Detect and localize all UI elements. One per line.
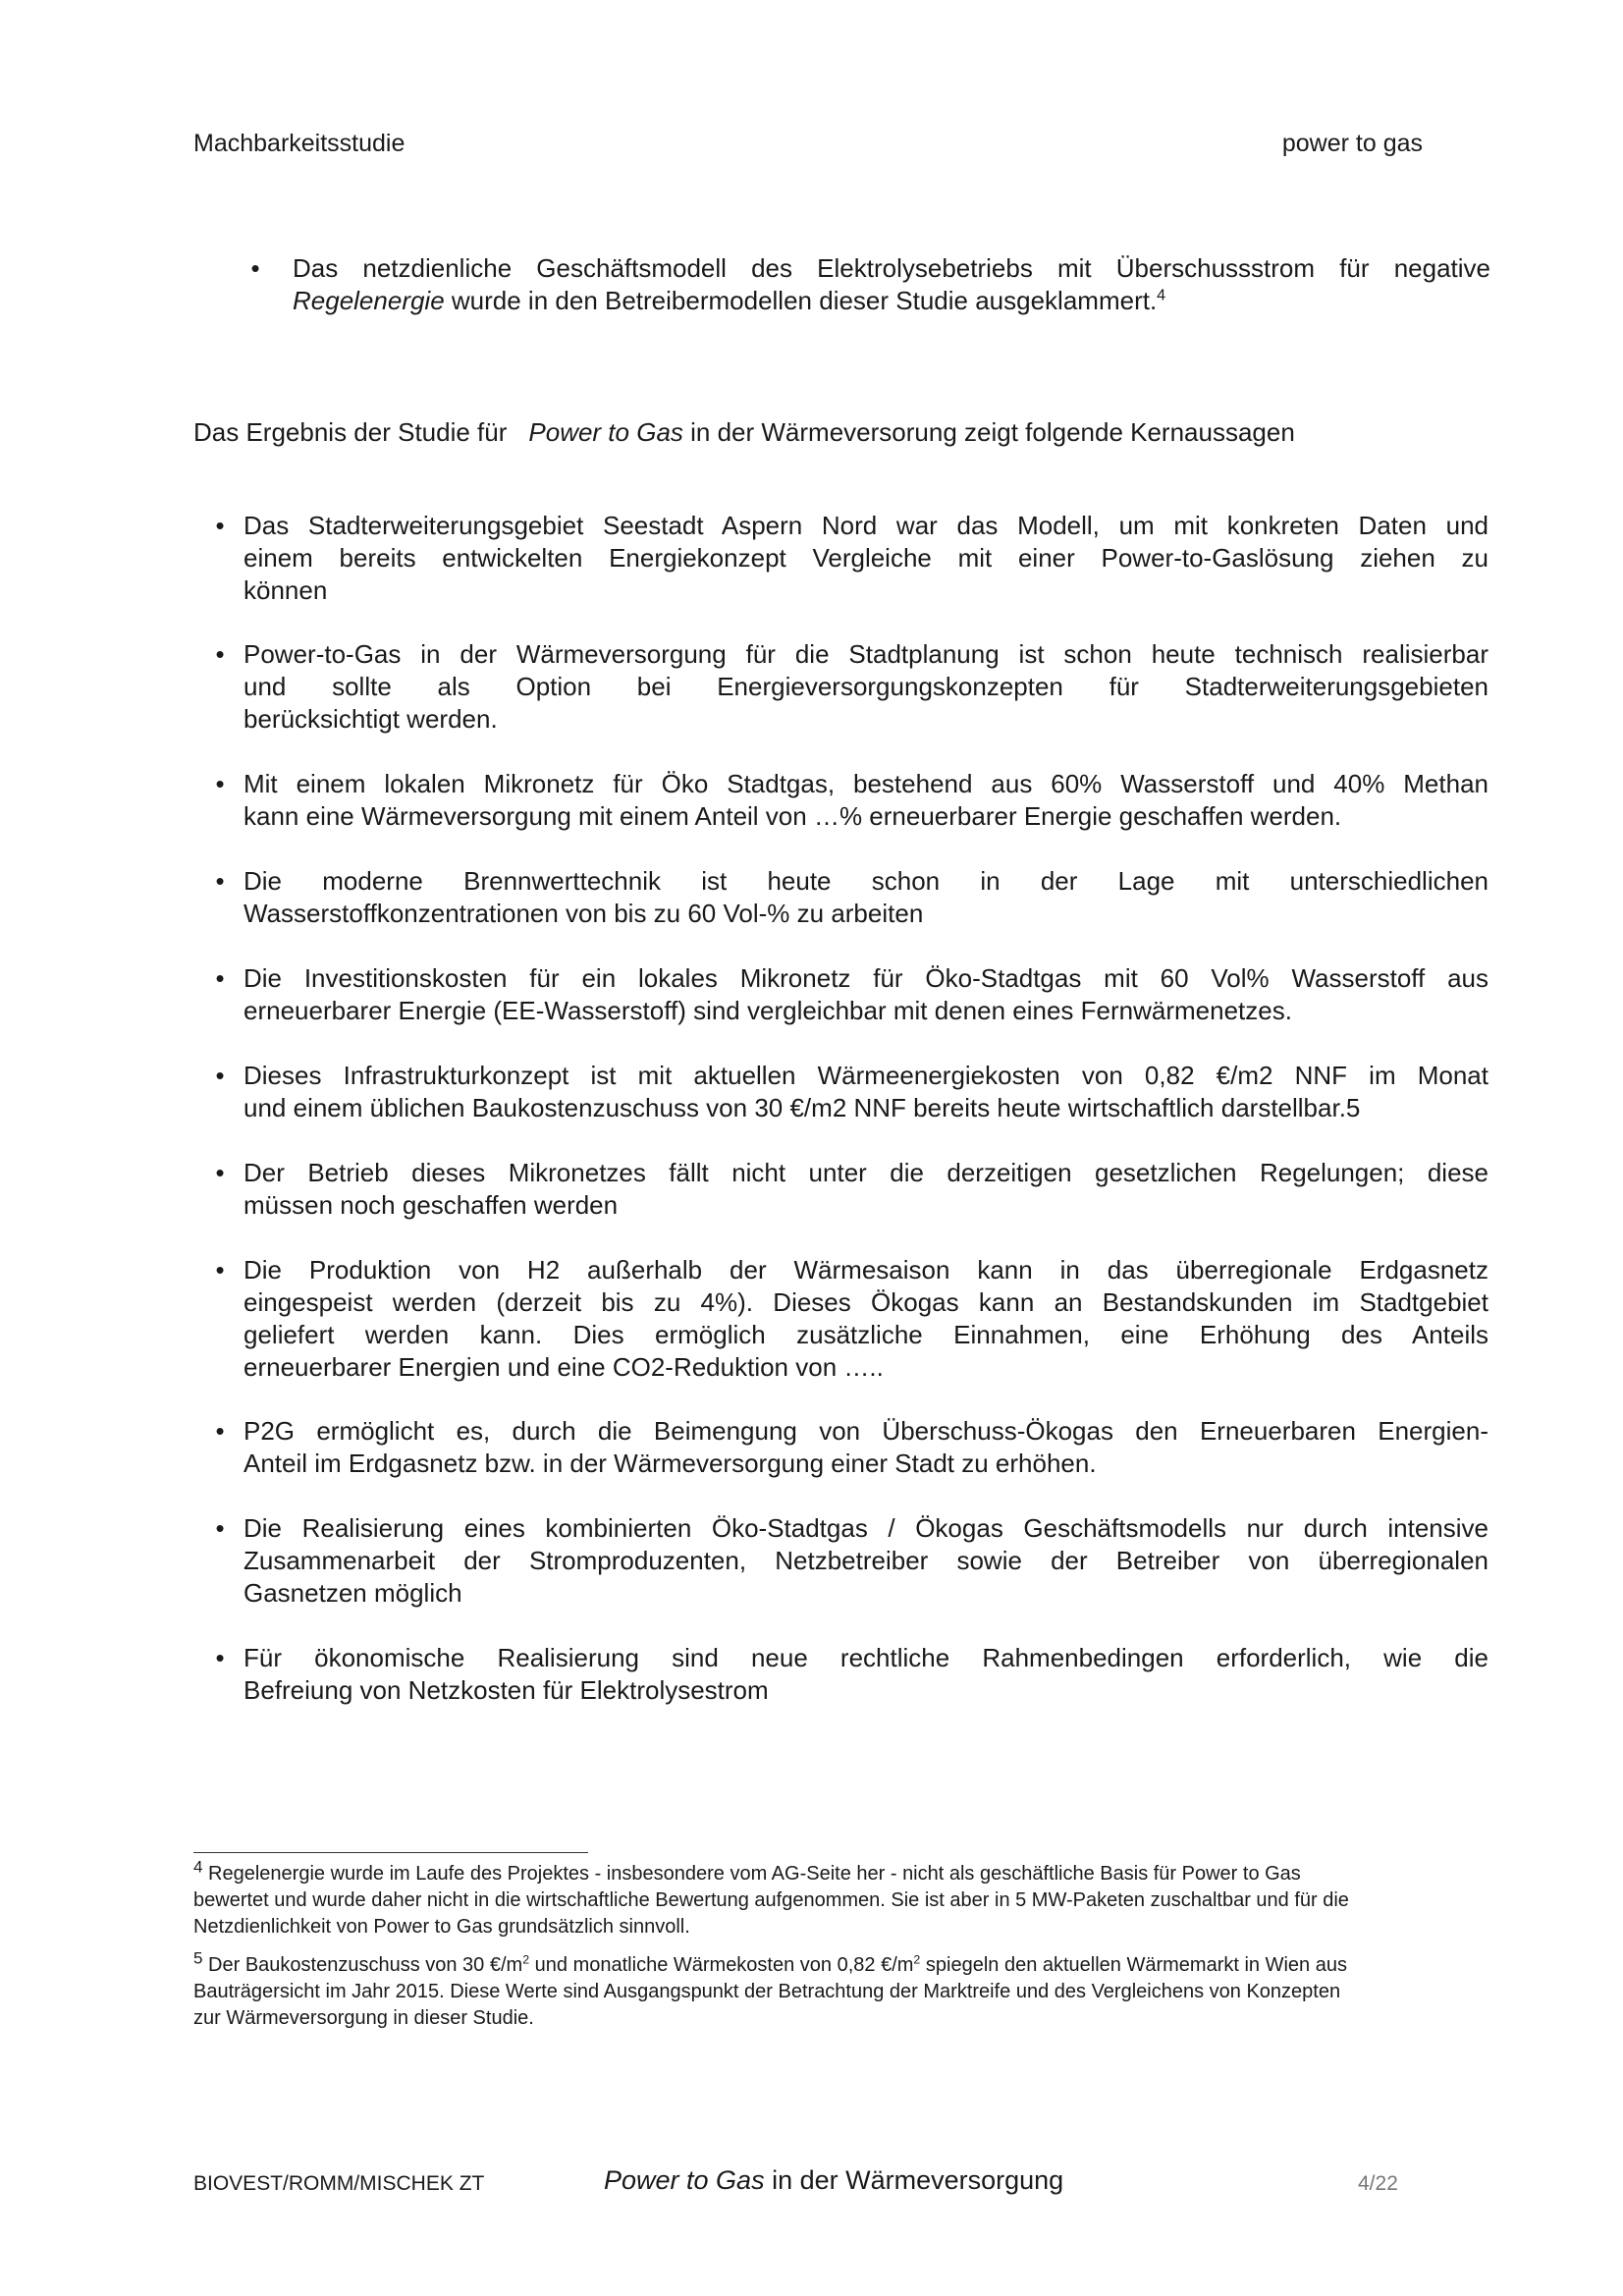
finding-line: Für ökonomische Realisierung sind neue rechtliche Rahmenbedingen erforderlich, wie die	[243, 1643, 1488, 1672]
finding-line: Dieses Infrastrukturkonzept ist mit aktuellen Wärmeenergiekosten von 0,82 €/m2 NNF im Monat	[243, 1061, 1488, 1090]
finding-line: Die Realisierung eines kombinierten Öko-Stadtgas / Ökogas Geschäftsmodells nur durch intensive	[243, 1513, 1488, 1543]
header-topic: power to gas	[1281, 130, 1423, 157]
finding-line: müssen noch geschaffen werden	[243, 1190, 619, 1220]
finding-line: erneuerbarer Energien und eine CO2-Reduktion von …..	[243, 1352, 884, 1382]
finding-line: Mit einem lokalen Mikronetz für Öko Stadtgas, bestehend aus 60% Wasserstoff und 40% Methan	[243, 769, 1488, 798]
finding-line: Der Betrieb dieses Mikronetzes fällt nicht unter die derzeitigen gesetzlichen Regelungen; diese	[243, 1158, 1488, 1187]
finding-line: Die Investitionskosten für ein lokales Mikronetz für Öko-Stadtgas mit 60 Vol% Wasserstoff aus	[243, 963, 1488, 993]
footer-title: Power to Gas in der Wärmeversorgung	[604, 2165, 1064, 2195]
lead-bullet-line: Das netzdienliche Geschäftsmodell des Elektrolysebetriebs mit Überschussstrom für negative	[293, 253, 1490, 283]
running-header	[193, 126, 1423, 165]
footnote-mark: 4	[193, 1857, 203, 1877]
finding-line: Befreiung von Netzkosten für Elektrolysestrom	[243, 1675, 769, 1705]
bullet-marker: •	[215, 866, 225, 896]
footnote-5: $^5$ Der Baukostenzuschuss von 30 $€/m^2$ und monatliche Wärmekosten von 0,82 $€/m^2$ spiegeln den aktuellen Wärmemarkt in Wien aus Bauträgersicht im Jahr 2015. Diese Werte sind Ausgangspunkt der Betrachtung der Marktreife und des Vergleichens von Konzepten zur Wärmeversorgung in dieser Studie.	[193, 1948, 1347, 2029]
bullet-marker: •	[215, 1513, 225, 1543]
finding-item	[215, 768, 1488, 833]
finding-line: und einem üblichen Baukostenzuschuss von 30 €/m2 NNF bereits heute wirtschaftlich darstellbar.5	[243, 1093, 1361, 1122]
bullet-marker: •	[215, 1158, 225, 1187]
finding-item	[215, 510, 1488, 607]
finding-line: und sollte als Option bei Energieversorgungskonzepten für Stadterweiterungsgebieten	[243, 672, 1488, 701]
finding-item	[215, 1157, 1488, 1222]
finding-line: geliefert werden kann. Dies ermöglich zusätzliche Einnahmen, eine Erhöhung des Anteils	[243, 1320, 1488, 1349]
finding-item	[215, 1254, 1488, 1384]
intro-sentence: Das Ergebnis der Studie für Power to Gas in der Wärmeversorung zeigt folgende Kernaussagen	[193, 417, 1295, 447]
finding-line: kann eine Wärmeversorgung mit einem Anteil von …% erneuerbarer Energie geschaffen werden.	[243, 801, 1342, 831]
finding-item	[215, 865, 1488, 930]
lead-bullet-line: Regelenergie wurde in den Betreibermodellen dieser Studie ausgeklammert.$^4$	[293, 286, 1166, 315]
finding-line: Wasserstoffkonzentrationen von bis zu 60 Vol-% zu arbeiten	[243, 899, 924, 928]
footnote-ref-4[interactable]: 4	[1157, 286, 1166, 304]
finding-item	[215, 1415, 1488, 1480]
finding-line: einem bereits entwickelten Energiekonzept Vergleiche mit einer Power-to-Gaslösung ziehen zu	[243, 543, 1488, 573]
lead-bullet	[250, 252, 1490, 317]
intro-emphasis: Power to Gas	[528, 417, 683, 447]
finding-line: Gasnetzen möglich	[243, 1578, 462, 1608]
finding-line: Zusammenarbeit der Stromproduzenten, Netzbetreiber sowie der Betreiber von überregionalen	[243, 1546, 1488, 1575]
footnote-separator	[193, 1852, 588, 1853]
bullet-marker: •	[215, 511, 225, 540]
bullet-marker: •	[215, 769, 225, 798]
bullet-marker: •	[215, 1255, 225, 1285]
bullet-marker: •	[215, 963, 225, 993]
page-number: 4/22	[1358, 2172, 1398, 2195]
finding-line: berücksichtigt werden.	[243, 704, 498, 734]
finding-line: Power-to-Gas in der Wärmeversorgung für die Stadtplanung ist schon heute technisch realisierbar	[243, 639, 1488, 669]
finding-item	[215, 962, 1488, 1027]
finding-line: erneuerbarer Energie (EE-Wasserstoff) sind vergleichbar mit denen eines Fernwärmenetzes.	[243, 996, 1292, 1025]
finding-line: Die moderne Brennwerttechnik ist heute schon in der Lage mit unterschiedlichen	[243, 866, 1488, 896]
finding-line: P2G ermöglicht es, durch die Beimengung von Überschuss-Ökogas den Erneuerbaren Energien-	[243, 1416, 1488, 1446]
bullet-marker: •	[215, 639, 225, 669]
finding-line: eingespeist werden (derzeit bis zu 4%). Dieses Ökogas kann an Bestandskunden im Stadtgebiet	[243, 1287, 1488, 1317]
finding-line: können	[243, 575, 328, 605]
finding-line: Das Stadterweiterungsgebiet Seestadt Aspern Nord war das Modell, um mit konkreten Daten und	[243, 511, 1488, 540]
finding-item	[215, 1060, 1488, 1124]
bullet-marker: •	[215, 1643, 225, 1672]
finding-line: Anteil im Erdgasnetz bzw. in der Wärmeversorgung einer Stadt zu erhöhen.	[243, 1449, 1097, 1478]
bullet-marker: •	[250, 253, 260, 283]
bullet-marker: •	[215, 1416, 225, 1446]
finding-line: Die Produktion von H2 außerhalb der Wärmesaison kann in das überregionale Erdgasnetz	[243, 1255, 1488, 1285]
finding-item	[215, 1512, 1488, 1610]
regelenergie-term: Regelenergie	[293, 286, 445, 315]
bullet-marker: •	[215, 1061, 225, 1090]
header-title: Machbarkeitsstudie	[193, 130, 406, 157]
footer-authors: BIOVEST/ROMM/MISCHEK ZT	[193, 2172, 485, 2195]
footnote-mark: 5	[193, 1948, 203, 1968]
footnote-4: $^4$ Regelenergie wurde im Laufe des Projektes - insbesondere vom AG-Seite her - nicht als geschäftliche Basis für Power to Gas bewertet und wurde daher nicht in die wirtschaftliche Bewertung aufgenommen. Sie ist aber in 5 MW-Paketen zuschaltbar und für die Netzdienlichkeit von Power to Gas grundsätzlich sinnvoll.	[193, 1857, 1349, 1938]
page-footer	[193, 2162, 1431, 2202]
finding-item	[215, 638, 1488, 736]
finding-item	[215, 1642, 1488, 1707]
